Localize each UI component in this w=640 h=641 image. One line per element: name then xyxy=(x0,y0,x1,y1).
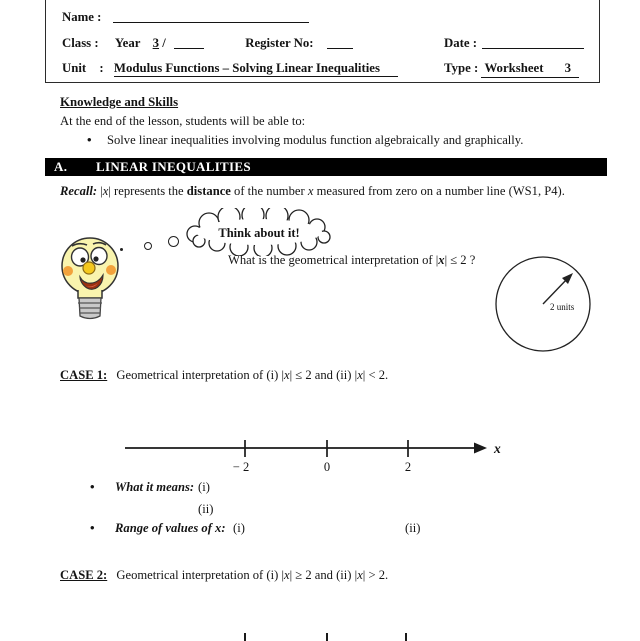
thought-dot-large xyxy=(168,236,179,247)
recall-label: Recall: xyxy=(60,184,98,198)
abs-bar: | xyxy=(281,568,284,582)
unit-row xyxy=(62,61,593,76)
type-value: Worksheet xyxy=(484,61,544,75)
recall-text-1: represents the xyxy=(114,184,184,198)
class-row xyxy=(62,35,593,51)
case2-heading xyxy=(60,568,388,583)
range-ii-label: (ii) xyxy=(405,521,421,535)
what-i-label: (i) xyxy=(198,480,210,494)
name-row xyxy=(62,9,593,25)
range-of-values-label: Range of values of x: xyxy=(115,521,226,535)
abs-bar: | xyxy=(362,368,366,382)
recall-x-2: x xyxy=(307,184,314,198)
bullet-dot-icon: • xyxy=(87,132,92,147)
abs-bar: | xyxy=(281,368,284,382)
recall-text-2: of the number xyxy=(234,184,305,198)
radius-label: 2 units xyxy=(550,302,575,312)
class-year-value: 3 xyxy=(152,36,160,50)
abs-bar: | xyxy=(362,568,366,582)
objective-text: Solve linear inequalities involving modulus function algebraically and graphically. xyxy=(107,133,524,147)
abs-bar: | xyxy=(289,368,293,382)
abs-bar: | xyxy=(354,368,358,382)
tick-label-2: 2 xyxy=(404,460,412,474)
type-number: 3 xyxy=(564,61,572,75)
axis-label-x: x xyxy=(494,441,501,456)
recall-distance-word: distance xyxy=(186,184,231,198)
bullet-dot-icon: • xyxy=(90,479,95,494)
geometric-question xyxy=(228,253,475,268)
type-label: Type : xyxy=(444,61,479,75)
case2-x2: x xyxy=(357,568,363,582)
unit-label: Unit xyxy=(62,61,87,75)
question-text: What is the geometrical interpretation of xyxy=(228,253,433,267)
number-line-diagram xyxy=(100,432,510,474)
date-label: Date : xyxy=(444,36,478,50)
thought-bubble xyxy=(181,208,339,256)
case1-x2: x xyxy=(357,368,363,382)
class-blank-line xyxy=(174,35,204,49)
case1-label: CASE 1: xyxy=(60,368,108,382)
abs-bar: | xyxy=(444,253,448,267)
tick-label-neg2: − 2 xyxy=(232,460,250,474)
thought-bubble-text: Think about it! xyxy=(218,226,300,240)
section-label: A. xyxy=(54,159,68,174)
section-banner xyxy=(45,158,607,176)
bullet-dot-icon: • xyxy=(90,520,95,535)
what-ii-label: (ii) xyxy=(198,502,214,516)
case1-text-mid: ≤ 2 and (ii) xyxy=(295,368,352,382)
knowledge-heading: Knowledge and Skills xyxy=(60,95,179,109)
case2-text-end: > 2. xyxy=(368,568,389,582)
section-title: LINEAR INEQUALITIES xyxy=(96,159,251,174)
question-x: x xyxy=(438,253,445,267)
unit-title: Modulus Functions – Solving Linear Inequalities xyxy=(114,61,398,77)
what-it-means-label: What it means: xyxy=(115,480,195,494)
thought-dot-medium xyxy=(144,242,152,250)
knowledge-intro: At the end of the lesson, students will be able to: xyxy=(60,114,306,128)
recall-text-3: measured from zero on a number line (WS1, P4). xyxy=(316,184,565,198)
name-blank-line xyxy=(113,9,309,23)
date-group xyxy=(444,35,584,51)
abs-bar: | xyxy=(108,184,111,198)
question-inequality: ≤ 2 ? xyxy=(450,253,476,267)
class-year-word: Year xyxy=(114,36,141,50)
case2-x1: x xyxy=(283,568,290,582)
case1-x1: x xyxy=(283,368,290,382)
type-value-group xyxy=(481,61,579,78)
header-box xyxy=(45,0,600,83)
case1-text-end: < 2. xyxy=(368,368,389,382)
unit-colon: : xyxy=(99,61,104,75)
recall-x: x xyxy=(102,184,109,198)
type-group xyxy=(444,61,579,78)
register-blank-line xyxy=(327,35,353,49)
case2-label: CASE 2: xyxy=(60,568,108,582)
class-slash: / xyxy=(162,36,166,50)
range-i-label: (i) xyxy=(233,521,245,535)
case1-text-pre: Geometrical interpretation of (i) xyxy=(116,368,279,382)
abs-bar: | xyxy=(289,568,293,582)
abs-bar: | xyxy=(100,184,103,198)
case1-heading xyxy=(60,368,388,383)
name-label: Name : xyxy=(62,10,102,24)
lightbulb-character-image xyxy=(56,236,124,324)
case2-text-pre: Geometrical interpretation of (i) xyxy=(116,568,279,582)
thought-dot-small xyxy=(120,248,123,251)
tick-label-0: 0 xyxy=(323,460,331,474)
register-label: Register No: xyxy=(245,36,314,50)
class-label: Class : xyxy=(62,36,99,50)
abs-bar: | xyxy=(435,253,439,267)
recall-paragraph xyxy=(60,184,598,199)
date-blank-line xyxy=(482,35,584,49)
abs-bar: | xyxy=(354,568,358,582)
case2-text-mid: ≥ 2 and (ii) xyxy=(295,568,352,582)
radius-circle-diagram xyxy=(494,254,594,354)
